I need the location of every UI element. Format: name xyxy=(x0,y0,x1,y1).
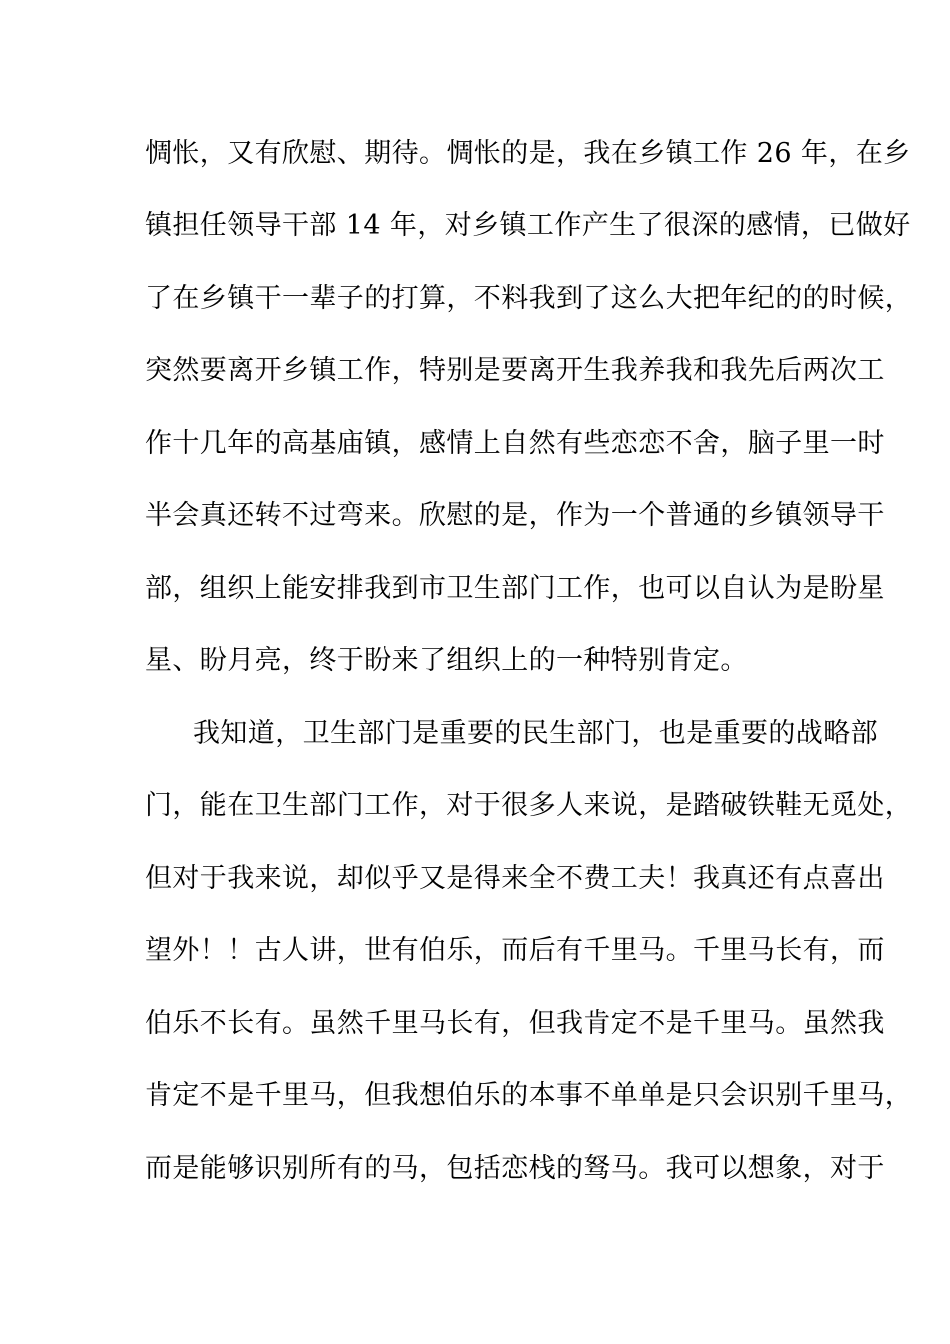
text-line: 了在乡镇干一辈子的打算，不料我到了这么大把年纪的的时候， xyxy=(145,283,913,314)
text-line: 惆怅，又有欣慰、期待。惆怅的是，我在乡镇工作 26 年，在乡 xyxy=(145,138,911,169)
text-line: 半会真还转不过弯来。欣慰的是，作为一个普通的乡镇领导干 xyxy=(145,500,885,531)
text-line: 星、盼月亮，终于盼来了组织上的一种特别肯定。 xyxy=(145,645,748,676)
text-line: 肯定不是千里马，但我想伯乐的本事不单单是只会识别千里马， xyxy=(145,1080,913,1111)
text-line: 突然要离开乡镇工作，特别是要离开生我养我和我先后两次工 xyxy=(145,355,885,386)
text-line: 门，能在卫生部门工作，对于很多人来说，是踏破铁鞋无觅处， xyxy=(145,790,913,821)
text-line: 但对于我来说，却似乎又是得来全不费工夫！我真还有点喜出 xyxy=(145,863,885,894)
text-line: 而是能够识别所有的马，包括恋栈的驽马。我可以想象，对于 xyxy=(145,1153,885,1184)
paragraph-first-line: 我知道，卫生部门是重要的民生部门，也是重要的战略部 xyxy=(193,718,878,749)
text-line: 镇担任领导干部 14 年，对乡镇工作产生了很深的感情，已做好 xyxy=(145,210,911,241)
text-line: 伯乐不长有。虽然千里马长有，但我肯定不是千里马。虽然我 xyxy=(145,1008,885,1039)
text-line: 望外！！古人讲，世有伯乐，而后有千里马。千里马长有，而 xyxy=(145,935,885,966)
text-line: 作十几年的高基庙镇，感情上自然有些恋恋不舍，脑子里一时 xyxy=(145,428,885,459)
text-line: 部，组织上能安排我到市卫生部门工作，也可以自认为是盼星 xyxy=(145,573,885,604)
